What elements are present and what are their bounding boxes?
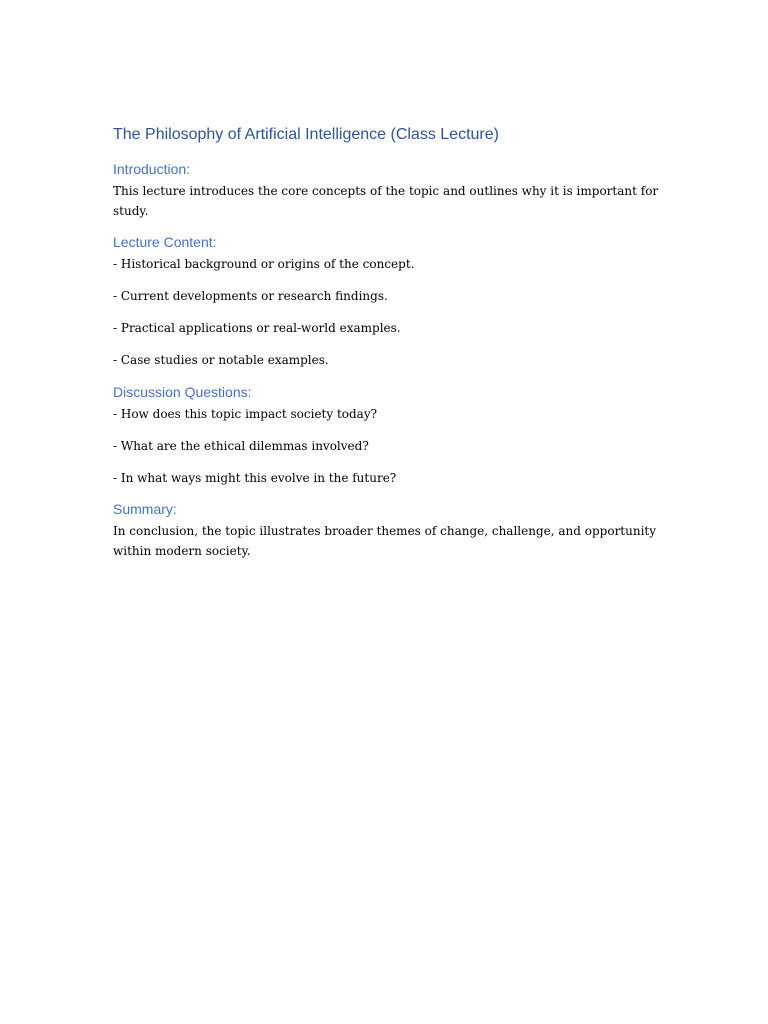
- summary-heading: Summary:: [113, 501, 177, 517]
- discussion-questions-heading: Discussion Questions:: [113, 383, 252, 400]
- list-item: - Practical applications or real-world examples.: [113, 321, 401, 335]
- lecture-content-heading: Lecture Content:: [113, 234, 217, 250]
- lecture-content-section: [113, 233, 668, 371]
- introduction-text: This lecture introduces the core concepts of the topic and outlines why it is important for study.: [113, 184, 659, 218]
- list-item: - How does this topic impact society today?: [113, 406, 378, 421]
- list-item: - What are the ethical dilemmas involved?: [113, 438, 369, 453]
- introduction-heading: Introduction:: [113, 161, 191, 177]
- discussion-questions-section: [113, 383, 668, 489]
- list-item: - Case studies or notable examples.: [113, 353, 329, 367]
- introduction-section: [113, 160, 668, 221]
- list-item: - Historical background or origins of the concept.: [113, 257, 415, 271]
- document-title: The Philosophy of Artificial Intelligence (Class Lecture): [113, 126, 499, 143]
- list-item: - In what ways might this evolve in the future?: [113, 470, 397, 485]
- summary-text: In conclusion, the topic illustrates broader themes of change, challenge, and opportunity within modern society.: [113, 524, 657, 558]
- summary-section: [113, 500, 668, 561]
- list-item: - Current developments or research findings.: [113, 289, 388, 303]
